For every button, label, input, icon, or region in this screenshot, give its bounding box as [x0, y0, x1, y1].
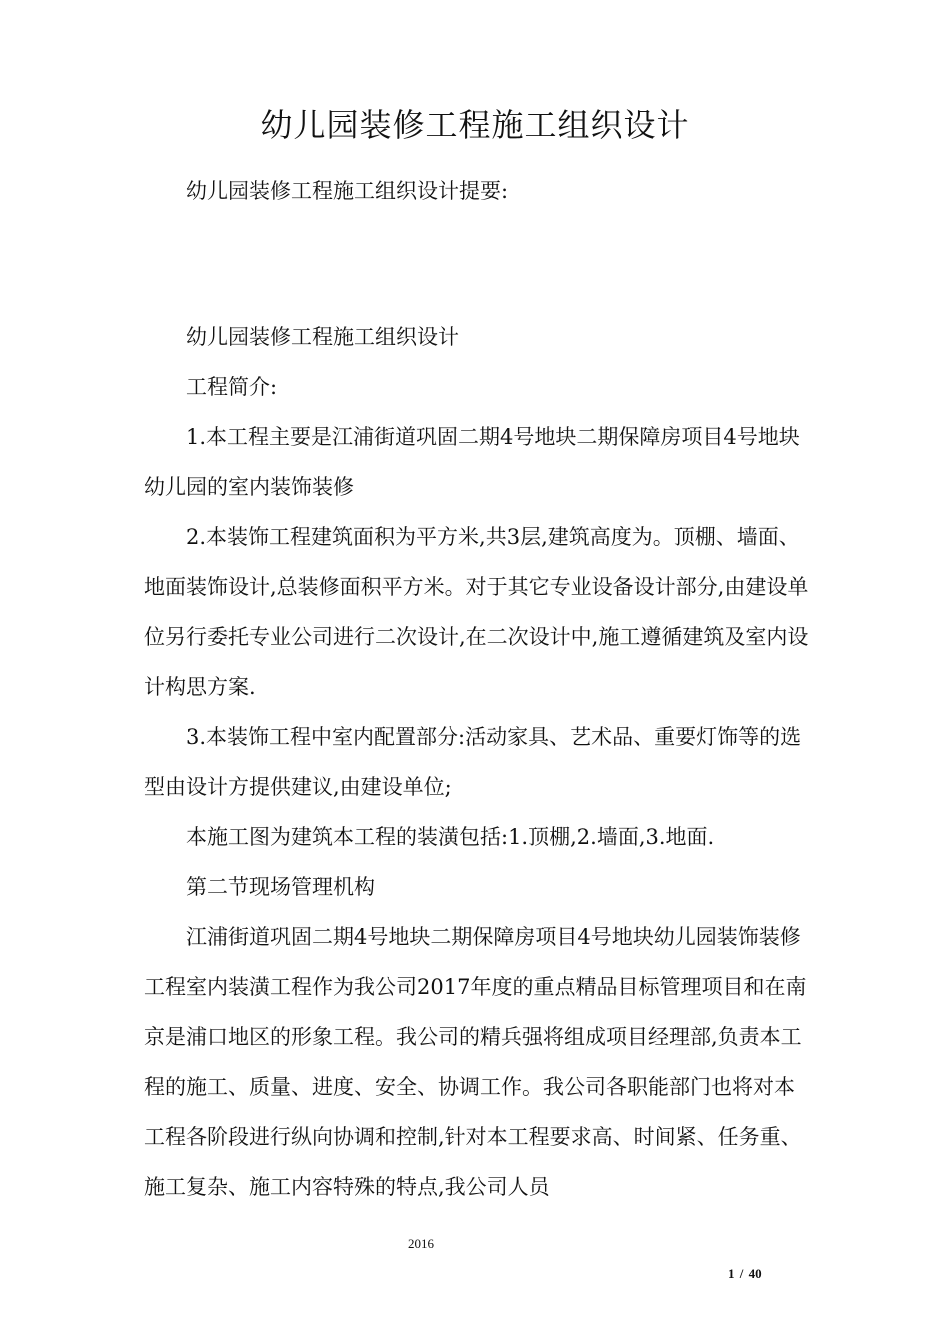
page-separator: /	[739, 1266, 744, 1281]
paragraph-subtitle: 幼儿园装修工程施工组织设计	[186, 325, 459, 349]
page-number	[728, 1266, 762, 1282]
page-total: 40	[748, 1266, 762, 1281]
summary-block	[144, 166, 812, 216]
main-body	[144, 312, 812, 1212]
document-title: 幼儿园装修工程施工组织设计	[260, 106, 690, 144]
paragraph-item-1: 1.本工程主要是江浦街道巩固二期4号地块二期保障房项目4号地块幼儿园的室内装饰装修	[144, 425, 800, 499]
paragraph-item-3: 3.本装饰工程中室内配置部分:活动家具、艺术品、重要灯饰等的选型由设计方提供建议,由建设单位;	[144, 725, 802, 799]
paragraph-site-management: 江浦街道巩固二期4号地块二期保障房项目4号地块幼儿园装饰装修工程室内装潢工程作为我公司2017年度的重点精品目标管理项目和在南京是浦口地区的形象工程。我公司的精兵强将组成项目经理部,负责本工程的施工、质量、进度、安全、协调工作。我公司各职能部门也将对本工程各阶段进行纵向协调和控制,针对本工程要求高、时间紧、任务重、施工复杂、施工内容特殊的特点,我公司人员	[144, 925, 807, 1199]
summary-heading: 幼儿园装修工程施工组织设计提要:	[186, 179, 509, 203]
paragraph-scope: 本施工图为建筑本工程的装潢包括:1.顶棚,2.墙面,3.地面.	[186, 825, 715, 849]
footer-year: 2016	[408, 1236, 434, 1251]
section-heading-site-management: 第二节现场管理机构	[186, 875, 375, 899]
page-current: 1	[728, 1266, 735, 1281]
paragraph-project-intro-heading: 工程简介:	[186, 375, 278, 399]
paragraph-item-2: 2.本装饰工程建筑面积为平方米,共3层,建筑高度为。顶棚、墙面、地面装饰设计,总装修面积平方米。对于其它专业设备设计部分,由建设单位另行委托专业公司进行二次设计,在二次设计中,施工遵循建筑及室内设计构思方案.	[144, 525, 809, 699]
